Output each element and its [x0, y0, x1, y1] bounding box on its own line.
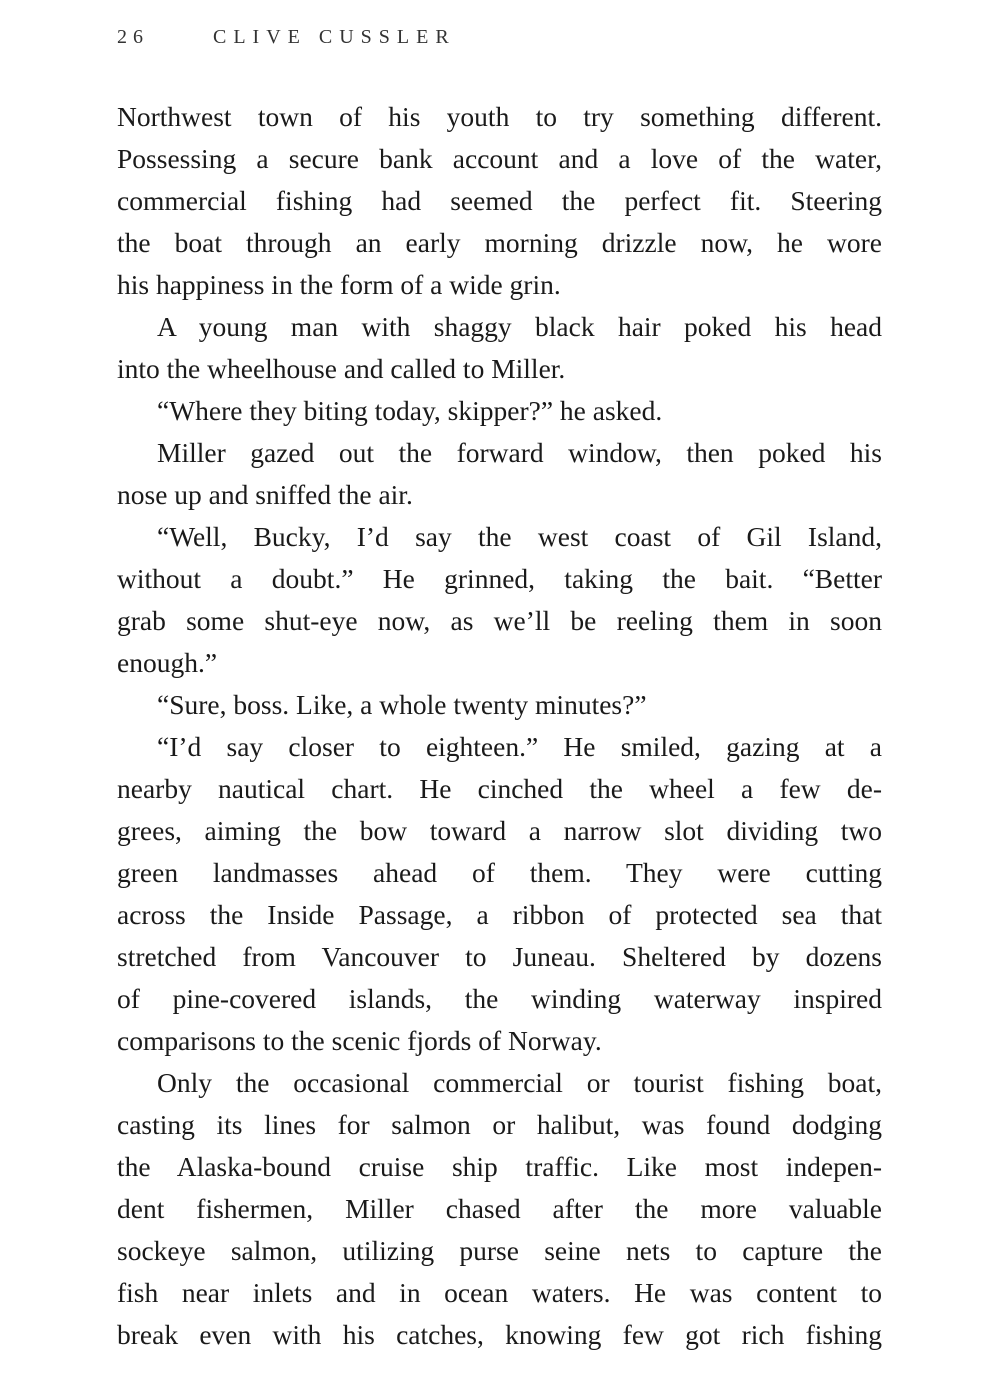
text-line: commercial fishing had seemed the perfect fit. Steering [117, 185, 882, 216]
text-line: enough.” [117, 647, 218, 678]
body-text [117, 96, 882, 1356]
text-line: comparisons to the scenic fjords of Norway. [117, 1025, 602, 1056]
text-line: of pine-covered islands, the winding waterway inspired [117, 983, 882, 1014]
text-line: A young man with shaggy black hair poked his head [157, 311, 882, 342]
text-line: into the wheelhouse and called to Miller. [117, 353, 566, 384]
text-line: stretched from Vancouver to Juneau. Sheltered by dozens [117, 941, 882, 972]
author-name: CLIVE CUSSLER [213, 26, 456, 48]
text-line: Miller gazed out the forward window, then poked his [157, 437, 882, 468]
text-line: the boat through an early morning drizzle now, he wore [117, 227, 882, 258]
page-number: 26 [117, 26, 149, 48]
text-line: “Well, Bucky, I’d say the west coast of Gil Island, [157, 521, 882, 552]
text-line: “Where they biting today, skipper?” he asked. [157, 395, 663, 426]
text-line: nose up and sniffed the air. [117, 479, 413, 510]
text-line: Northwest town of his youth to try something different. [117, 101, 882, 132]
text-line: grab some shut-eye now, as we’ll be reeling them in soon [117, 605, 882, 636]
text-line: sockeye salmon, utilizing purse seine nets to capture the [117, 1235, 882, 1266]
text-line: Only the occasional commercial or tourist fishing boat, [157, 1067, 882, 1098]
text-line: Possessing a secure bank account and a love of the water, [117, 143, 882, 174]
text-line: break even with his catches, knowing few got rich fishing [117, 1319, 882, 1350]
text-line: “Sure, boss. Like, a whole twenty minutes?” [157, 689, 647, 720]
text-line: green landmasses ahead of them. They were cutting [117, 857, 882, 888]
text-line: nearby nautical chart. He cinched the wheel a few de- [117, 773, 882, 804]
text-line: across the Inside Passage, a ribbon of protected sea that [117, 899, 882, 930]
text-line: dent fishermen, Miller chased after the more valuable [117, 1193, 882, 1224]
text-line: the Alaska-bound cruise ship traffic. Like most indepen- [117, 1151, 882, 1182]
text-line: without a doubt.” He grinned, taking the bait. “Better [117, 563, 882, 594]
text-line: grees, aiming the bow toward a narrow slot dividing two [117, 815, 882, 846]
text-line: “I’d say closer to eighteen.” He smiled, gazing at a [157, 731, 882, 762]
text-line: fish near inlets and in ocean waters. He was content to [117, 1277, 882, 1308]
text-line: casting its lines for salmon or halibut, was found dodging [117, 1109, 882, 1140]
running-head [117, 26, 456, 49]
text-line: his happiness in the form of a wide grin. [117, 269, 561, 300]
